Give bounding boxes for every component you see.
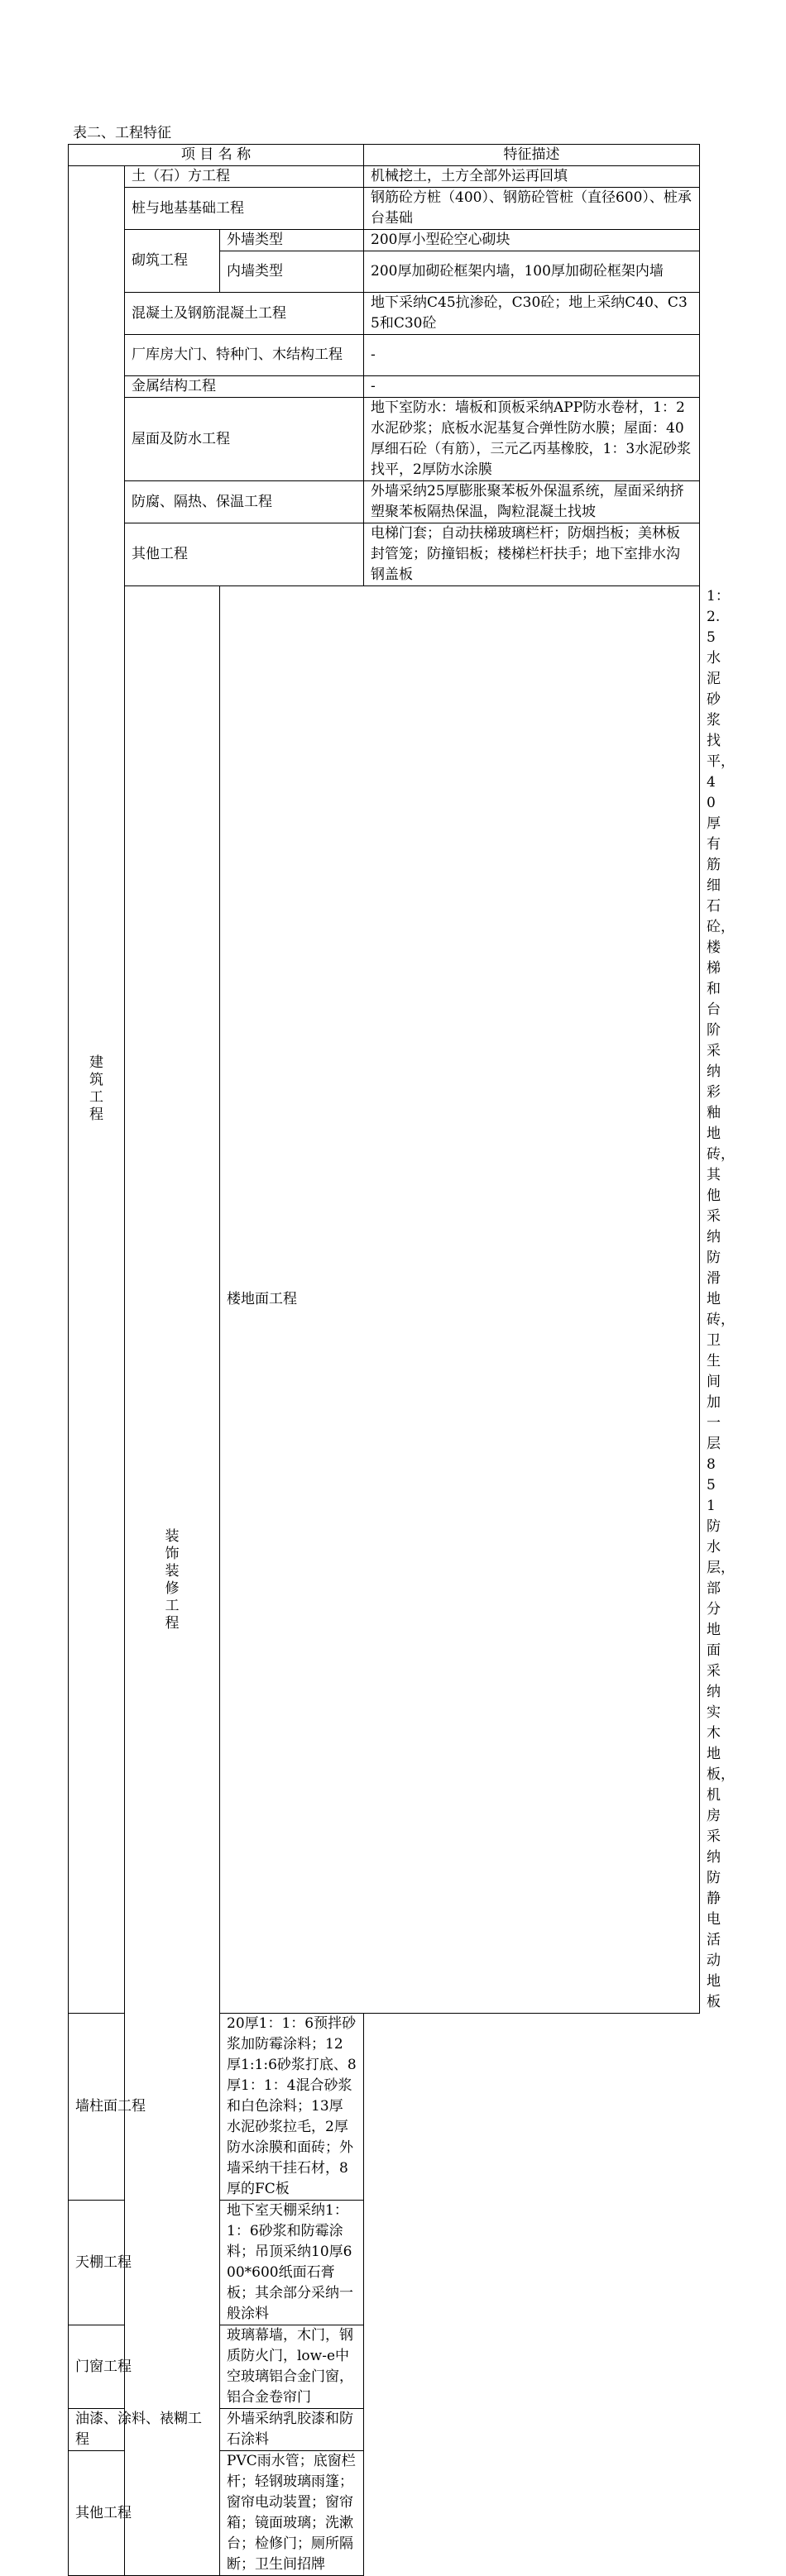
table-row [69,481,700,523]
header-item-name: 项 目 名 称 [69,145,364,166]
table-row [69,398,700,481]
item-name: 其他工程 [69,2451,220,2576]
category-label: 装饰装修工程 [165,1527,180,1632]
item-description: 电梯门套；自动扶梯玻璃栏杆；防烟挡板；美林板封管笼；防撞铝板；楼梯栏杆扶手；地下室排水沟钢盖板 [364,523,700,586]
table-row [69,230,700,251]
item-name: 砌筑工程 [125,230,220,293]
category-label: 建筑工程 [89,1054,103,1123]
item-name: 门窗工程 [69,2325,220,2409]
item-name: 金属结构工程 [125,376,364,398]
item-description: 20厚1：1：6预拌砂浆加防霉涂料；12厚1:1:6砂浆打底、8厚1：1：4混合砂浆和白色涂料；13厚水泥砂浆拉毛，2厚防水涂膜和面砖；外墙采纳干挂石材，8厚的FC板 [220,2014,364,2201]
item-description: - [364,335,700,376]
item-name: 油漆、涂料、裱糊工程 [69,2409,220,2451]
header-description: 特征描述 [364,145,700,166]
item-description: 200厚小型砼空心砌块 [364,230,700,251]
table-row [69,2451,700,2576]
table-row [69,188,700,230]
table-row [69,2201,700,2325]
engineering-features-table [68,144,736,2576]
item-name: 屋面及防水工程 [125,398,364,481]
table-row [69,2325,700,2409]
item-name: 混凝土及钢筋混凝土工程 [125,293,364,335]
table-row [69,376,700,398]
table-row: 装饰装修工程 楼地面工程 1：2.5水泥砂浆找平，40厚有筋细石砼，楼梯和台阶采纳彩釉地砖，其他采纳防滑地砖，卫生间加一层851防水层，部分地面采纳实木地板，机房采纳防静电活动地板 [69,586,700,2014]
item-description: 200厚加砌砼框架内墙，100厚加砌砼框架内墙 [364,251,700,293]
item-description: PVC雨水管；底窗栏杆；轻钢玻璃雨篷；窗帘电动装置；窗帘箱；镜面玻璃；洗漱台；检修门；厕所隔断；卫生间招牌 [220,2451,364,2576]
table-row [69,166,700,188]
item-description: 地下室防水：墙板和顶板采纳APP防水卷材，1：2水泥砂浆；底板水泥基复合弹性防水膜；屋面：40厚细石砼（有筋），三元乙丙基橡胶，1：3水泥砂浆找平，2厚防水涂膜 [364,398,700,481]
item-description: 外墙采纳25厚膨胀聚苯板外保温系统，屋面采纳挤塑聚苯板隔热保温，陶粒混凝土找坡 [364,481,700,523]
item-description: 地下采纳C45抗渗砼，C30砼；地上采纳C40、C35和C30砼 [364,293,700,335]
item-description: 玻璃幕墙，木门，钢质防火门，low-e中空玻璃铝合金门窗，铝合金卷帘门 [220,2325,364,2409]
item-name: 厂库房大门、特种门、木结构工程 [125,335,364,376]
table-row [69,2014,700,2201]
item-description: - [364,376,700,398]
table-row [69,293,700,335]
item-description: 钢筋砼方桩（400）、钢筋砼管桩（直径600）、桩承台基础 [364,188,700,230]
item-name: 防腐、隔热、保温工程 [125,481,364,523]
sub-item-name: 外墙类型 [220,230,364,251]
table-row [69,2409,700,2451]
item-name: 天棚工程 [69,2201,220,2325]
table-caption: 表二、工程特征 [73,125,171,141]
item-name: 土（石）方工程 [125,166,364,188]
item-description: 机械挖土，土方全部外运再回填 [364,166,700,188]
table-row [69,335,700,376]
item-name: 其他工程 [125,523,364,586]
item-name: 桩与地基基础工程 [125,188,364,230]
item-name: 楼地面工程 [220,586,700,2014]
category-building [69,166,125,2014]
table-row [69,523,700,586]
item-description: 外墙采纳乳胶漆和防石涂料 [220,2409,364,2451]
table-header-row [69,145,700,166]
item-description: 地下室天棚采纳1：1：6砂浆和防霉涂料；吊顶采纳10厚600*600纸面石膏板；其余部分采纳一般涂料 [220,2201,364,2325]
item-name: 墙柱面工程 [69,2014,220,2201]
sub-item-name: 内墙类型 [220,251,364,293]
